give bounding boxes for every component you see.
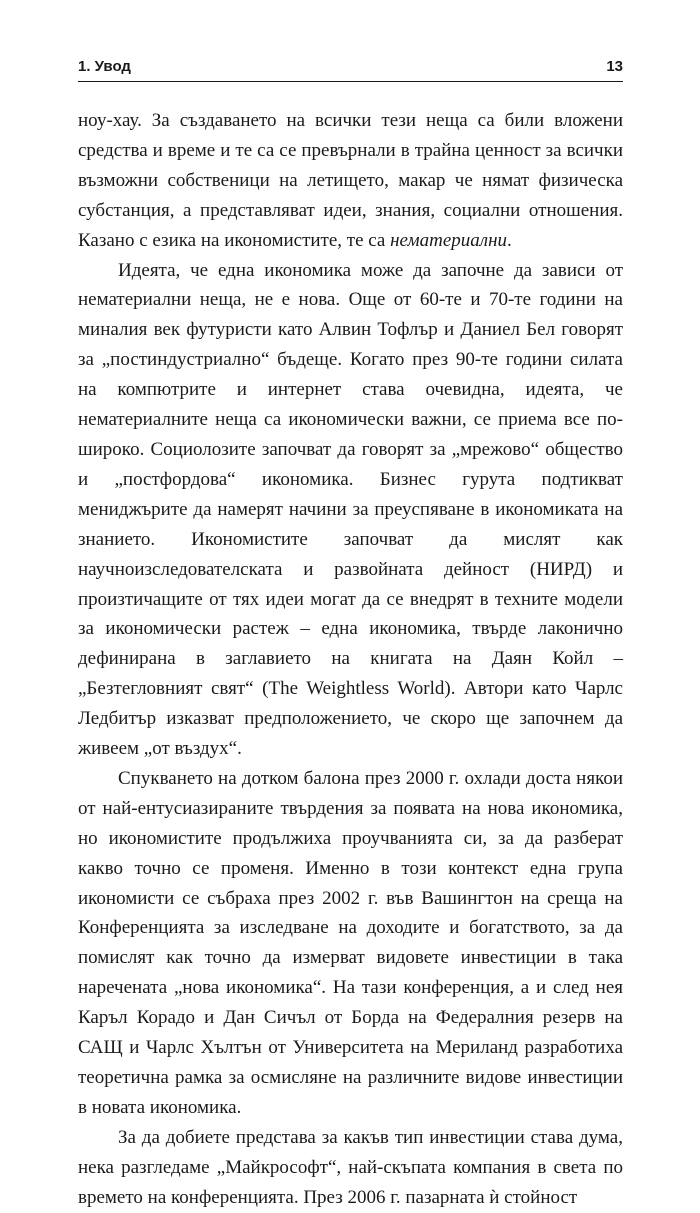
paragraph-4: За да добиете представа за какъв тип инвестиции става дума, нека разгледаме „Майкрософт“, най-скъпата компания в света по времето на конференцията. През 2006 г. пазарната ѝ стойност (78, 1126, 623, 1208)
paragraph-1 (78, 106, 623, 256)
paragraph-1-end: . (507, 229, 512, 251)
paragraph-3: Спукването на дотком балона през 2000 г. охлади доста някои от най-ентусиазираните твърдения за появата на нова икономика, но икономистите продължиха проучванията си, за да разберат какво точно се променя. Именно в този контекст една група икономисти се събраха през 2002 г. във Вашингтон на среща на Конференцията за изследване на доходите и богатството, за да помислят как точно да измерват видовете инвестиции в така наречената „нова икономика“. На тази конференция, а и след нея Каръл Корадо и Дан Сичъл от Борда на Федералния резерв на САЩ и Чарлс Хълтън от Университета на Мериланд разработиха теоретична рамка за осмисляне на различните видове инвестиции в новата икономика. (78, 767, 623, 1118)
book-page (78, 58, 623, 1213)
body-text (78, 106, 623, 1213)
emphasis-term: нематериални (390, 229, 508, 251)
paragraph-1-text: ноу-хау. За създаването на всички тези неща са били вложени средства и време и те са се превърнали в трайна ценност за всички възможни собственици на летището, макар че нямат физическа субстанция, а представляват идеи, знания, социални отношения. Казано с езика на икономистите, те са (78, 110, 623, 251)
chapter-title: 1. Увод (78, 58, 131, 75)
running-header (78, 58, 623, 82)
paragraph-2: Идеята, че една икономика може да започне да зависи от нематериални неща, не е нова. Още от 60-те и 70-те години на миналия век футуристи като Алвин Тофлър и Даниел Бел говорят за „постиндустриално“ бъдеще. Когато през 90-те години силата на компютрите и интернет става очевидна, идеята, че нематериалните неща са икономически важни, се приема все по-широко. Социолозите започват да говорят за „мрежово“ общество и „постфордова“ икономика. Бизнес гурута подтикват мениджърите да намерят начини за преуспяване в икономиката на знанието. Икономистите започват да мислят как научноизследователската и развойната дейност (НИРД) и произтичащите от тях идеи могат да се внедрят в техните модели за икономически растеж – една икономика, твърде лаконично дефинирана в заглавието на книгата на Даян Койл – „Безтегловният свят“ (The Weightless World). Автори като Чарлс Ледбитър изказват предположението, че скоро ще започнем да живеем „от въздух“. (78, 259, 623, 760)
page-number: 13 (606, 58, 623, 75)
